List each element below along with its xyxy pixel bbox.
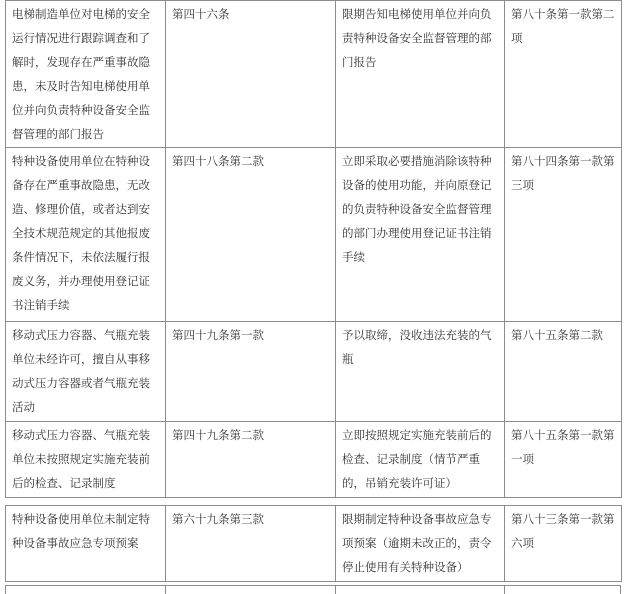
table-row bbox=[6, 1, 622, 148]
penalty-article-cell: 第八十四条第一款第三项 bbox=[505, 148, 622, 322]
violated-article-cell: 第四十九条第二款 bbox=[166, 422, 336, 498]
violation-cell: 特种设备使用单位未制定特种设备事故应急专项预案 bbox=[6, 506, 166, 582]
violation-cell: 移动式压力容器、气瓶充装单位未按照规定实施充装前后的检查、记录制度 bbox=[6, 422, 166, 498]
penalty-cell: 立即采取必要措施消除该特种设备的使用功能，并向原登记的负责特种设备安全监督管理的部门办理使用登记证书注销手续 bbox=[336, 148, 505, 322]
violation-cell: 移动式压力容器、气瓶充装单位未经许可，擅自从事移动式压力容器或者气瓶充装活动 bbox=[6, 322, 166, 422]
regulation-table-continued bbox=[5, 505, 622, 582]
table-row bbox=[6, 506, 622, 582]
table-row bbox=[6, 148, 622, 322]
next-row-top-border bbox=[5, 585, 621, 594]
penalty-article-cell: 第八十条第一款第二项 bbox=[505, 1, 622, 148]
violated-article-cell: 第四十九条第一款 bbox=[166, 322, 336, 422]
violation-cell: 电梯制造单位对电梯的安全运行情况进行跟踪调查和了解时，发现存在严重事故隐患，未及时告知电梯使用单位并向负责特种设备安全监督管理的部门报告 bbox=[6, 1, 166, 148]
penalty-article-cell: 第八十五条第一款第一项 bbox=[505, 422, 622, 498]
table-row bbox=[6, 322, 622, 422]
penalty-article-cell: 第八十五条第二款 bbox=[505, 322, 622, 422]
violated-article-cell: 第六十九条第三款 bbox=[166, 506, 336, 582]
penalty-cell: 限期制定特种设备事故应急专项预案（逾期未改正的，责令停止使用有关特种设备） bbox=[336, 506, 505, 582]
violated-article-cell: 第四十八条第二款 bbox=[166, 148, 336, 322]
regulation-table-container bbox=[5, 0, 621, 582]
table-row bbox=[6, 422, 622, 498]
penalty-article-cell: 第八十三条第一款第六项 bbox=[505, 506, 622, 582]
violated-article-cell: 第四十六条 bbox=[166, 1, 336, 148]
penalty-cell: 予以取缔，没收违法充装的气瓶 bbox=[336, 322, 505, 422]
penalty-cell: 限期告知电梯使用单位并向负责特种设备安全监督管理的部门报告 bbox=[336, 1, 505, 148]
violation-cell: 特种设备使用单位在特种设备存在严重事故隐患，无改造、修理价值，或者达到安全技术规范规定的其他报废条件情况下，未依法履行报废义务，并办理使用登记证书注销手续 bbox=[6, 148, 166, 322]
regulation-table bbox=[5, 0, 622, 498]
penalty-cell: 立即按照规定实施充装前后的检查、记录制度（情节严重的，吊销充装许可证） bbox=[336, 422, 505, 498]
